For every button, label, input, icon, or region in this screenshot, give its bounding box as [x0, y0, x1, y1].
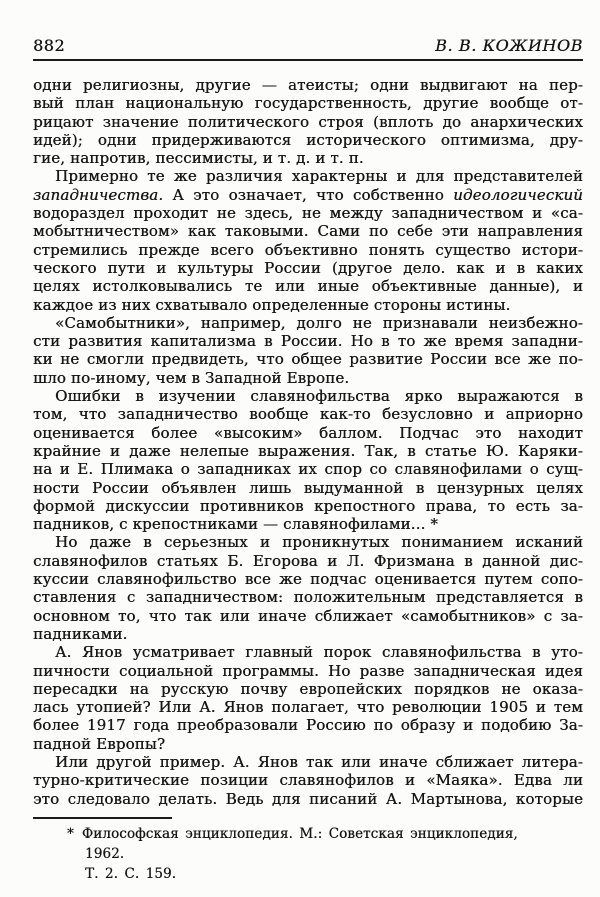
text-line: [33, 643, 583, 661]
text-line: [33, 186, 583, 204]
page-number: 882: [33, 36, 66, 55]
paragraph: [33, 643, 583, 753]
text-line: [33, 277, 583, 295]
text-segment: рицают значение политического строя (вплоть до анархических: [33, 112, 583, 131]
text-line: [33, 753, 583, 771]
text-line: [33, 716, 583, 734]
paragraph: [33, 314, 583, 387]
text-line: [33, 515, 583, 533]
running-head-author: В. В. КОЖИНОВ: [435, 36, 583, 55]
text-segment: идей); одни придерживаются исторического оптимизма, дру-: [33, 130, 583, 149]
paragraph: [33, 76, 583, 167]
footnote-marker: *: [67, 826, 74, 842]
text-segment: турно-критические позиции славянофилов и «Маяка». Едва ли: [33, 771, 583, 790]
text-segment: том, что западничество вообще как-то безусловно и априорно: [33, 405, 583, 424]
text-line: [33, 350, 583, 368]
text-line: [33, 204, 583, 222]
text-line: [33, 131, 583, 149]
text-line: [33, 241, 583, 259]
text-segment: «Самобытники», например, долго не признавали неизбежно-: [55, 313, 583, 332]
paragraph: [33, 387, 583, 533]
text-line: [33, 588, 583, 606]
text-segment: ческого пути и культуры России (другое дело. как и в каких: [33, 258, 583, 277]
paragraph: [33, 753, 583, 808]
footnote-text: Философская энциклопедия. М.: Советская энциклопедия, 1962.: [81, 826, 518, 862]
text-segment: Или другой пример. А. Янов так или иначе сближает литера-: [55, 752, 583, 771]
text-segment: мобытничеством» как таковыми. Сами по себе эти направления: [33, 222, 583, 241]
text-segment: стремились прежде всего объективно понять существо истори-: [33, 240, 583, 259]
paragraph: [33, 167, 583, 313]
text-line: [33, 369, 583, 387]
text-segment: лась утопией? Или А. Янов полагает, что революции 1905 и тем: [33, 698, 583, 717]
text-segment: основном то, что так или иначе сближает «самобытников» с за-: [33, 606, 583, 625]
text-segment: формой дискуссии противников крепостного права, то есть за-: [33, 496, 583, 515]
text-segment: шло по-иному, чем в Западной Европе.: [33, 368, 350, 387]
text-line: [33, 424, 583, 442]
text-segment: ки не смогли предвидеть, что общее развитие России все же по-: [33, 350, 583, 369]
footnote-line: [85, 864, 548, 884]
text-line: [33, 680, 583, 698]
text-line: [33, 790, 583, 808]
paragraph: [33, 533, 583, 643]
page-body: [33, 76, 583, 808]
text-segment: одни религиозны, другие — атеисты; одни выдвигают на пер-: [33, 76, 583, 94]
text-segment: куссии славянофильство все же подчас оценивается путем сопо-: [33, 570, 583, 589]
footnote-text: Т. 2. С. 159.: [85, 866, 177, 882]
text-line: [33, 94, 583, 112]
text-segment: более 1917 года преобразовали Россию по образу и подобию За-: [33, 716, 583, 735]
text-line: [33, 698, 583, 716]
text-segment: пичности социальной программы. Но разве западническая идея: [33, 661, 583, 680]
text-line: [33, 259, 583, 277]
text-line: [33, 625, 583, 643]
text-line: [33, 442, 583, 460]
text-segment: на и Е. Плимака о западниках их спор со славянофилами о сущ-: [33, 460, 583, 479]
page-header: [33, 37, 583, 61]
text-segment: гие, напротив, пессимисты, и т. д. и т. п.: [33, 149, 364, 168]
text-segment: славянофилов статьях Б. Егорова и Л. Фризмана в данной дис-: [33, 551, 583, 570]
text-line: [33, 552, 583, 570]
text-line: [33, 662, 583, 680]
text-segment: пересадки на русскую почву европейских порядков не оказа-: [33, 679, 583, 698]
text-segment: оценивается более «высоким» баллом. Подчас это находит: [33, 423, 583, 442]
text-line: [33, 533, 583, 551]
text-segment: сти развития капитализма в России. Но в то же время западни-: [33, 332, 583, 351]
text-segment: Примерно те же различия характерны и для представителей: [55, 167, 583, 186]
text-segment: ности России объявлен лишь выдуманной в цензурных целях: [33, 478, 583, 497]
text-segment: А. Янов усматривает главный порок славянофильства в уто-: [55, 643, 583, 662]
text-line: [33, 149, 583, 167]
text-line: [33, 570, 583, 588]
text-line: [33, 405, 583, 423]
text-line: [33, 314, 583, 332]
footnote-separator-rule: [33, 817, 172, 819]
text-segment: вый план национальную государственность, другие вообще от-: [33, 94, 583, 113]
text-segment: падниками.: [33, 624, 128, 643]
text-segment: крайние и даже нелепые выражения. Так, в статье Ю. Каряки-: [33, 441, 583, 460]
text-line: [33, 222, 583, 240]
text-line: [33, 460, 583, 478]
text-segment: падников, с крепостниками — славянофилами... *: [33, 515, 438, 534]
text-line: [33, 113, 583, 131]
text-segment: каждое из них схватывало определенные стороны истины.: [33, 295, 511, 314]
text-line: [33, 76, 583, 94]
italic-text: идеологический: [453, 185, 583, 204]
footnote: [33, 824, 548, 884]
text-segment: ставления с западничеством: положительным представляется в: [33, 588, 583, 607]
italic-text: западничества.: [33, 185, 164, 204]
text-line: [33, 332, 583, 350]
text-line: [33, 771, 583, 789]
text-segment: Ошибки в изучении славянофильства ярко выражаются в: [55, 387, 583, 406]
text-line: [33, 735, 583, 753]
text-line: [33, 607, 583, 625]
text-segment: падной Европы?: [33, 734, 166, 753]
text-segment: А это означает, что собственно: [163, 185, 454, 204]
text-segment: целях истолковывались те или иные объективные данные), и: [33, 277, 583, 296]
text-line: [33, 497, 583, 515]
text-segment: Но даже в серьезных и проникнутых пониманием исканий: [55, 533, 583, 552]
footnote-line: [67, 824, 548, 864]
text-segment: водораздел проходит не здесь, не между западничеством и «са-: [33, 204, 583, 223]
text-line: [33, 479, 583, 497]
text-line: [33, 387, 583, 405]
text-segment: это следовало делать. Ведь для писаний А. Мартынова, которые: [33, 789, 583, 808]
text-line: [33, 296, 583, 314]
text-line: [33, 167, 583, 185]
